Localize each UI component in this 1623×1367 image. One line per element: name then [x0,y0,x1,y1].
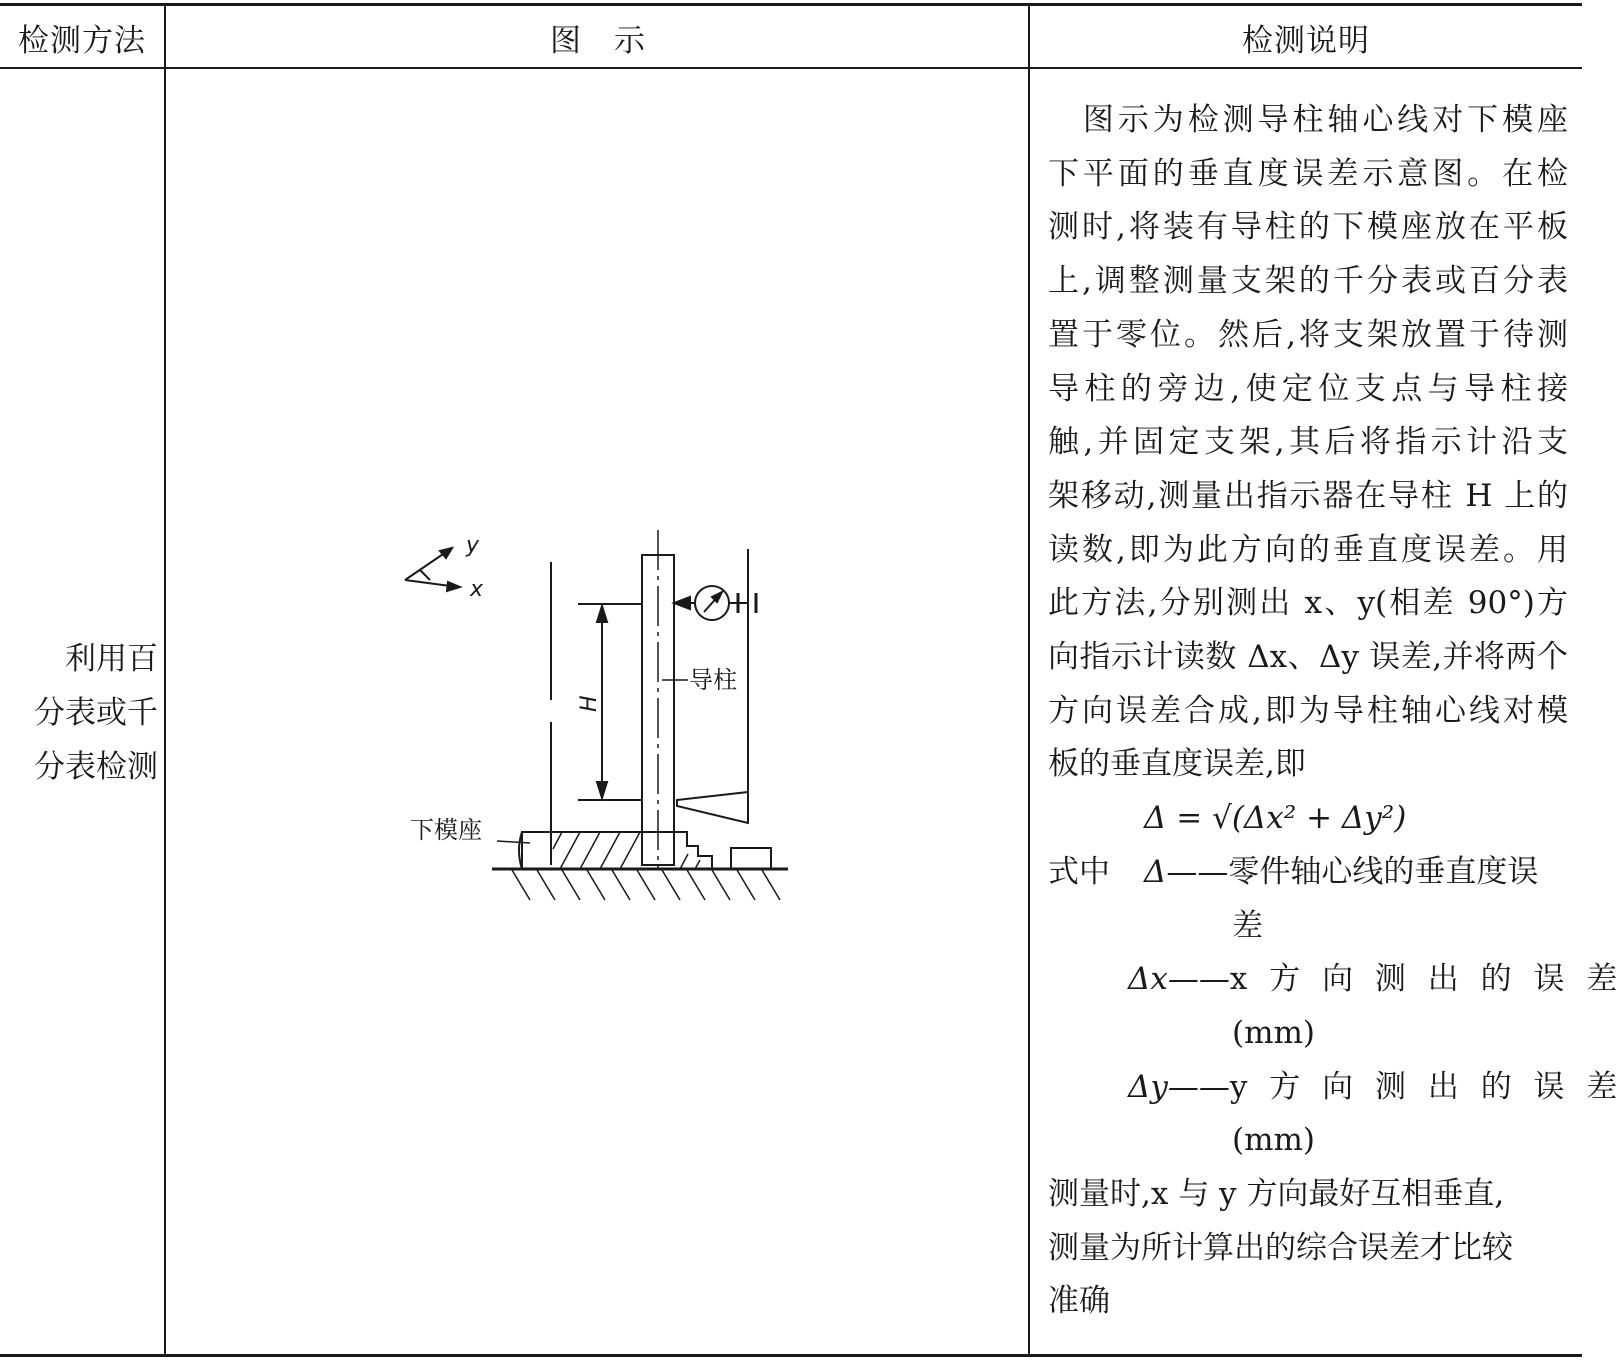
definition-symbol: Δ—— [1144,853,1229,890]
description-line: 置于零位。然后,将支架放置于待测 [1048,316,1568,353]
right-block [731,848,771,869]
column-divider-2 [1028,3,1030,1357]
definition-text: y 方 向 测 出 的 误 差 [1229,1068,1623,1105]
axis-x-label: x [470,577,484,602]
header-figure: 图 示 [550,22,646,59]
definition-line [1048,953,1623,1007]
description-line: 向指示计读数 Δx、Δy 误差,并将两个 [1048,639,1568,676]
table-bottom-rule [0,1354,1582,1357]
closing-line: 测量时,x 与 y 方向最好互相垂直, [1048,1176,1505,1213]
definition-symbol: Δy—— [1128,1068,1230,1105]
perpendicularity-diagram [380,520,800,910]
closing-line: 准确 [1048,1283,1110,1320]
method-line: 分表检测 [34,749,158,785]
axis-y-arrowhead [440,548,452,558]
column-divider-1 [164,3,166,1357]
description-cell [1048,94,1623,1329]
surface-plate-hatching [512,870,780,900]
closing-line: 测量为所计算出的综合误差才比较 [1048,1229,1513,1266]
description-line: 读数,即为此方向的垂直度误差。用 [1048,531,1568,568]
definition-text: x 方 向 测 出 的 误 差 [1229,961,1623,998]
description-line: 上,调整测量支架的千分表或百分表 [1048,263,1568,300]
description-line: 方向误差合成,即为导柱轴心线对模 [1048,692,1568,729]
method-cell [18,632,158,794]
description-line: 图示为检测导柱轴心线对下模座 [1079,102,1568,138]
definition-text: 零件轴心线的垂直度误 [1228,853,1539,890]
description-line: 下平面的垂直度误差示意图。在检 [1048,155,1568,192]
description-line: 测时,将装有导柱的下模座放在平板 [1048,209,1568,246]
description-line: 导柱的旁边,使定位支点与导柱接 [1048,370,1568,407]
where-line [1048,846,1568,900]
description-paragraph [1048,94,1568,792]
die-base-hatching [553,832,700,869]
method-line: 利用百 [65,641,158,677]
description-line: 此方法,分别测出 x、y(相差 90°)方 [1048,585,1568,622]
description-line: 板的垂直度误差,即 [1048,746,1306,783]
wedge-support [677,792,748,823]
axis-x-arrowhead [447,582,460,591]
definition-line [1048,1061,1623,1115]
formula: Δ = √(Δx² + Δy²) [1144,800,1407,837]
where-label: 式中 [1048,853,1110,890]
closing-paragraph [1048,1168,1568,1329]
guide-pillar-label: 导柱 [689,666,737,694]
axis-y-label: y [466,533,480,558]
height-label: H [577,695,602,712]
description-line: 触,并固定支架,其后将指示计沿支 [1048,424,1568,461]
definition-continuation: 差 [1232,907,1263,944]
definition-continuation: (mm) [1232,1014,1315,1051]
header-description: 检测说明 [1242,22,1370,59]
description-line: 架移动,测量出指示器在导柱 H 上的 [1048,477,1568,514]
definition-symbol: Δx—— [1128,961,1230,998]
definition-continuation: (mm) [1232,1122,1315,1159]
header-method: 检测方法 [18,22,146,59]
lower-die-base-label: 下模座 [410,816,482,844]
method-line: 分表或千 [34,695,158,731]
